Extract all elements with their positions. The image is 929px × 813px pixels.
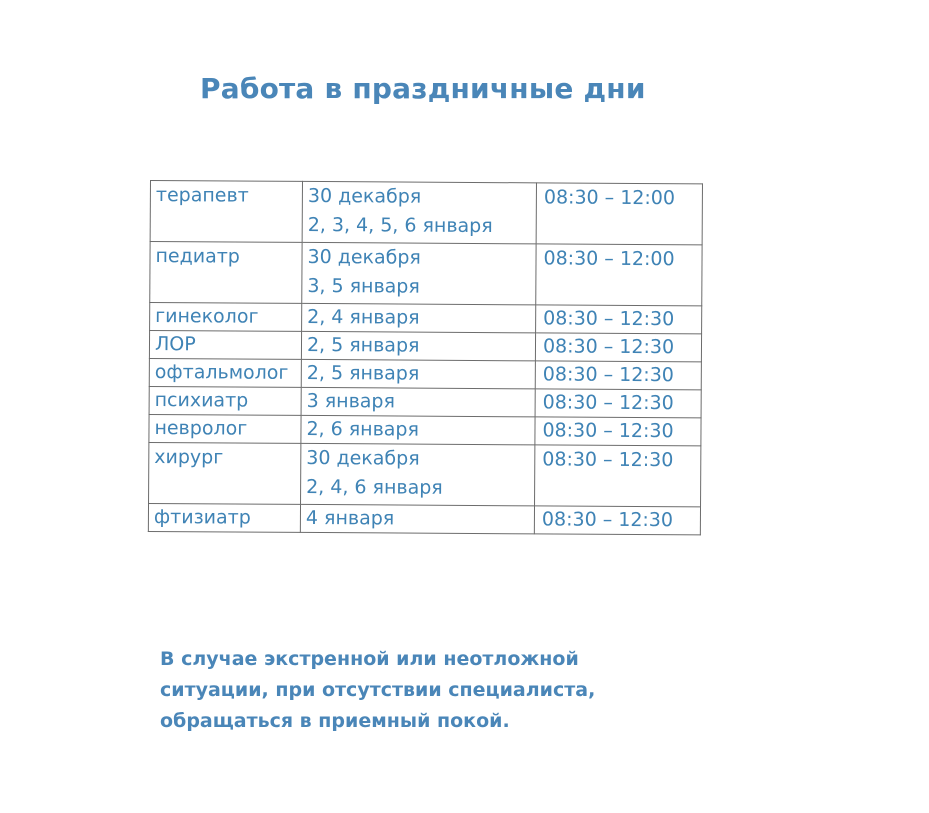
note-line: обращаться в приемный покой. — [160, 710, 510, 732]
specialist-cell: гинеколог — [150, 303, 302, 332]
hours-cell: 08:30 – 12:30 — [535, 445, 701, 507]
dates-cell: 3 января — [301, 387, 535, 416]
dates-cell — [301, 443, 535, 505]
dates-line: 3, 5 января — [307, 274, 420, 298]
table-row — [150, 242, 702, 306]
table-row — [148, 503, 700, 534]
hours-cell: 08:30 – 12:00 — [536, 244, 702, 306]
table-row — [149, 331, 701, 362]
emergency-note — [160, 644, 680, 737]
table-row — [149, 386, 701, 417]
dates-cell: 4 января — [300, 504, 534, 533]
dates-line: 30 декабря — [307, 245, 421, 269]
schedule-table — [148, 180, 703, 535]
dates-cell — [302, 181, 536, 243]
specialist-cell — [149, 442, 301, 504]
table-row — [150, 181, 702, 245]
page-title: Работа в праздничные дни — [200, 72, 646, 105]
specialist-cell: невролог — [149, 414, 301, 443]
dates-cell: 2, 5 января — [301, 359, 535, 388]
specialist-cell: офтальмолог — [149, 358, 301, 387]
specialist-name: педиатр — [155, 245, 240, 268]
hours-cell: 08:30 – 12:30 — [535, 361, 701, 390]
dates-line: 30 декабря — [306, 446, 420, 470]
hours-cell: 08:30 – 12:30 — [535, 417, 701, 446]
specialist-name: терапевт — [155, 184, 249, 207]
dates-line: 30 декабря — [307, 184, 422, 208]
dates-line: 2, 4, 6 января — [306, 475, 443, 499]
hours-cell: 08:30 – 12:00 — [536, 183, 702, 245]
specialist-name: хирург — [154, 446, 224, 469]
hours-cell: 08:30 – 12:30 — [536, 305, 702, 334]
hours-cell: 08:30 – 12:30 — [535, 333, 701, 362]
table-row — [149, 442, 701, 506]
dates-cell: 2, 5 января — [301, 331, 535, 360]
dates-cell: 2, 4 января — [302, 303, 536, 332]
table-row — [149, 414, 701, 445]
dates-line: 2, 3, 4, 5, 6 января — [307, 213, 493, 238]
table-row — [149, 358, 701, 389]
dates-cell — [302, 242, 536, 304]
specialist-cell — [150, 181, 302, 243]
schedule-table-container — [148, 180, 702, 535]
specialist-cell — [150, 242, 302, 304]
specialist-cell: психиатр — [149, 386, 301, 415]
dates-cell: 2, 6 января — [301, 415, 535, 444]
hours-cell: 08:30 – 12:30 — [535, 389, 701, 418]
table-row — [150, 303, 702, 334]
specialist-cell: фтизиатр — [148, 503, 300, 532]
note-line: ситуации, при отсутствии специалиста, — [160, 679, 596, 701]
note-line: В случае экстренной или неотложной — [160, 648, 579, 670]
specialist-cell: ЛОР — [149, 331, 301, 360]
hours-cell: 08:30 – 12:30 — [534, 506, 700, 535]
